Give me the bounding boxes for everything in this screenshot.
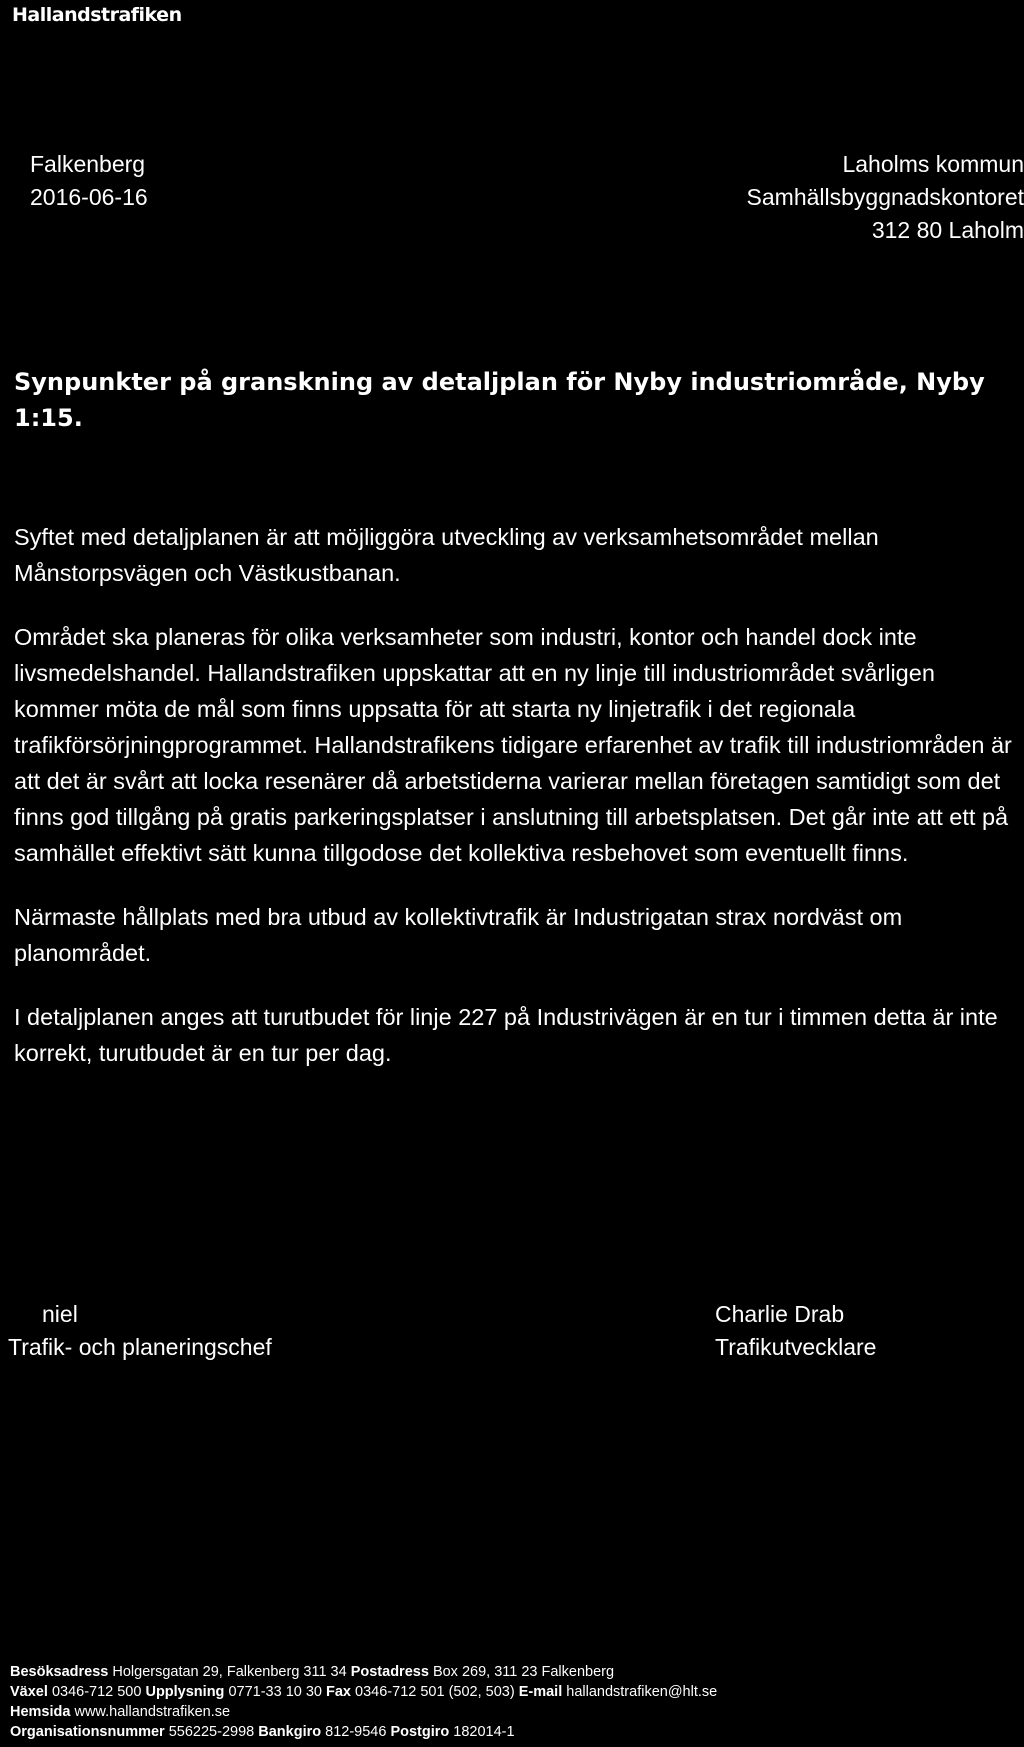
footer-value: 0346-712 501 (502, 503)	[355, 1684, 515, 1700]
footer-label: Upplysning	[145, 1684, 225, 1700]
letter-subject: Synpunkter på granskning av detaljplan för Nyby industriområde, Nyby 1:15.	[14, 368, 985, 432]
letter-date: 2016-06-16	[30, 184, 148, 210]
signatory-title: Trafikutvecklare	[715, 1334, 877, 1360]
letter-footer	[10, 1662, 1020, 1742]
recipient-line-2: Samhällsbyggnadskontoret	[746, 184, 1024, 210]
footer-label: Växel	[10, 1684, 48, 1700]
footer-value: 0771-33 10 30	[228, 1684, 322, 1700]
footer-website: www.hallandstrafiken.se	[74, 1704, 231, 1720]
body-paragraph: I detaljplanen anges att turutbudet för linje 227 på Industrivägen är en tur i timmen detta är inte korrekt, turutbudet är en tur per dag.	[14, 1004, 998, 1066]
footer-line-registration	[10, 1722, 1020, 1742]
footer-value: 0346-712 500	[51, 1684, 142, 1700]
signatory-title: Trafik- och planeringschef	[8, 1334, 272, 1360]
footer-value: 182014-1	[453, 1724, 515, 1740]
footer-value: 556225-2998	[168, 1724, 255, 1740]
footer-line-web	[10, 1702, 1020, 1722]
body-paragraph: Området ska planeras för olika verksamheter som industri, kontor och handel dock inte livsmedelshandel. Hallandstrafiken uppskattar att en ny linje till industriområdet svårligen kommer möta de mål som finns uppsatta för att starta ny linjetrafik i det regionala trafikförsörjningprogrammet. Hallandstrafikens tidigare erfarenhet av trafik till industriområden är att det är svårt att locka resenärer då arbetstiderna varierar mellan företagen samtidigt som det finns god tillgång på gratis parkeringsplatser i anslutning till arbetsplatsen. Det går inte att ett på samhället effektivt sätt kunna tillgodose det kollektiva resbehovet som eventuellt finns.	[14, 624, 1012, 866]
company-logo: Hallandstrafiken	[12, 4, 182, 26]
footer-label: Postgiro	[390, 1724, 450, 1740]
recipient-line-3: 312 80 Laholm	[871, 217, 1024, 243]
footer-value: 812-9546	[325, 1724, 387, 1740]
footer-label: E-mail	[518, 1684, 563, 1700]
body-paragraph: Närmaste hållplats med bra utbud av kollektivtrafik är Industrigatan strax nordväst om planområdet.	[14, 904, 903, 966]
footer-line-address	[10, 1662, 1020, 1682]
sender-block	[30, 148, 148, 214]
footer-label: Besöksadress	[10, 1664, 109, 1680]
recipient-line-1: Laholms kommun	[842, 151, 1024, 177]
sender-city: Falkenberg	[30, 151, 146, 177]
footer-line-contact	[10, 1682, 1020, 1702]
footer-label: Postadress	[350, 1664, 429, 1680]
recipient-address	[624, 148, 1024, 247]
signatory-name: Charlie Drab	[715, 1301, 845, 1327]
footer-label: Fax	[326, 1684, 352, 1700]
footer-email: hallandstrafiken@hlt.se	[566, 1684, 718, 1700]
body-paragraph: Syftet med detaljplanen är att möjliggöra utveckling av verksamhetsområdet mellan Månstorpsvägen och Västkustbanan.	[14, 524, 879, 586]
footer-value: Box 269, 311 23 Falkenberg	[432, 1664, 615, 1680]
footer-label: Bankgiro	[258, 1724, 322, 1740]
footer-value: Holgersgatan 29, Falkenberg 311 34	[112, 1664, 347, 1680]
footer-label: Hemsida	[10, 1704, 71, 1720]
signature-left	[8, 1298, 272, 1364]
signature-right	[715, 1298, 876, 1364]
letter-body	[14, 519, 1014, 1099]
signatory-name: niel	[42, 1301, 78, 1327]
footer-label: Organisationsnummer	[10, 1724, 165, 1740]
